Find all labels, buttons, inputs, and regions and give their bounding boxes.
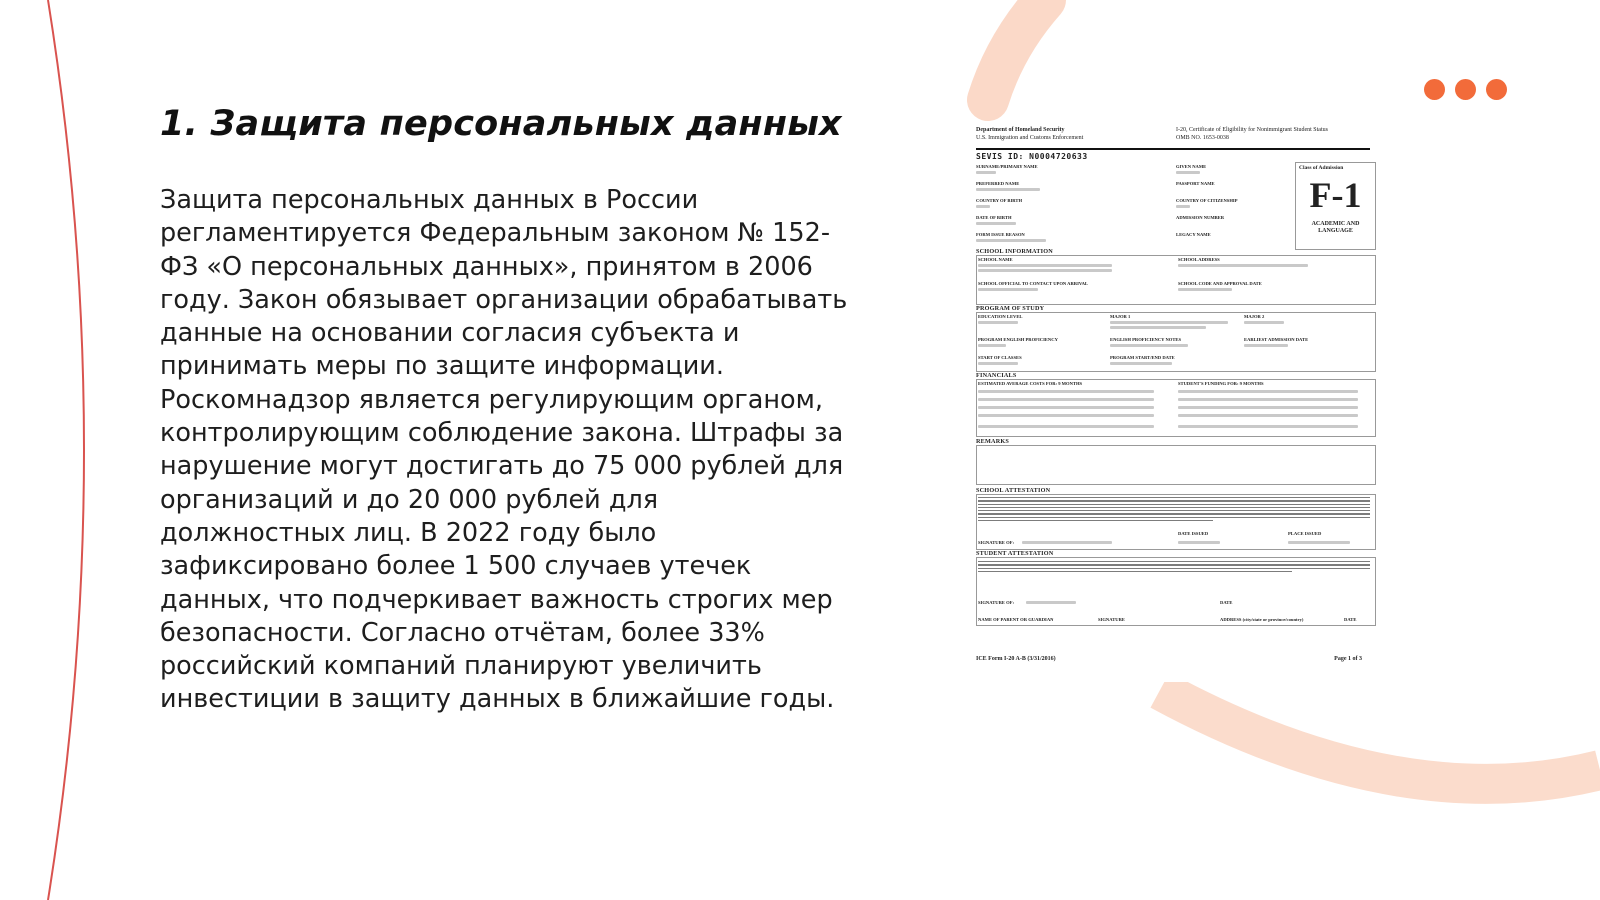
dot-icon: [1486, 79, 1507, 100]
field-passport: PASSPORT NAME: [1176, 181, 1215, 186]
field-dob: DATE OF BIRTH: [976, 215, 1012, 220]
field-student-signature: SIGNATURE OF:: [978, 600, 1015, 605]
school-attestation-title: SCHOOL ATTESTATION: [976, 487, 1051, 494]
field-start-classes: START OF CLASSES: [978, 355, 1022, 360]
dot-icon: [1455, 79, 1476, 100]
field-legacy: LEGACY NAME: [1176, 232, 1211, 237]
field-earliest-admission: EARLIEST ADMISSION DATE: [1244, 337, 1309, 342]
field-school-name: SCHOOL NAME: [978, 257, 1013, 262]
orange-dots-decoration: [1424, 79, 1507, 100]
field-education-level: EDUCATION LEVEL: [978, 314, 1023, 319]
form-doc-title: I-20, Certificate of Eligibility for Nonimmigrant Student Status: [1176, 127, 1328, 133]
field-program-dates: PROGRAM START/END DATE: [1110, 355, 1175, 360]
field-funding: STUDENT'S FUNDING FOR: 9 MONTHS: [1178, 381, 1264, 386]
field-place-issued: PLACE ISSUED: [1288, 531, 1322, 536]
sevis-id: SEVIS ID: N0004720633: [976, 152, 1088, 161]
left-red-arc: [48, 0, 84, 900]
dot-icon: [1424, 79, 1445, 100]
form-footer-right: Page 1 of 3: [1334, 656, 1362, 662]
field-parent-name: NAME OF PARENT OR GUARDIAN: [978, 617, 1054, 622]
field-english-proficiency: PROGRAM ENGLISH PROFICIENCY: [978, 337, 1058, 342]
field-parent-signature: SIGNATURE: [1098, 617, 1125, 622]
field-surname: SURNAME/PRIMARY NAME: [976, 164, 1038, 169]
field-citizenship: COUNTRY OF CITIZENSHIP: [1176, 198, 1238, 203]
form-agency-sub: U.S. Immigration and Customs Enforcement: [976, 135, 1084, 141]
field-student-date: DATE: [1220, 600, 1233, 605]
class-sub: ACADEMIC AND LANGUAGE: [1311, 221, 1360, 234]
class-label: Class of Admission: [1299, 165, 1344, 171]
i20-form-image: [972, 122, 1374, 682]
class-value: F-1: [1309, 175, 1362, 215]
field-preferred: PREFERRED NAME: [976, 181, 1020, 186]
financials-title: FINANCIALS: [976, 372, 1017, 379]
field-parent-date: DATE: [1344, 617, 1357, 622]
top-orange-arc: [988, 0, 1045, 100]
form-agency: Department of Homeland Security: [976, 127, 1065, 133]
slide-body-text: Защита персональных данных в России регламентируется Федеральным законом № 152-ФЗ «О персональных данных», принятом в 2006 году. Закон обязывает организации обрабатывать данные на основании согласия субъекта и принимать меры по защите информации. Роскомнадзор является регулирующим органом, контролирующим соблюдение закона. Штрафы за нарушение могут достигать до 75 000 рублей для организаций и до 20 000 рублей для должностных лиц. В 2022 году было зафиксировано более 1 500 случаев утечек данных, что подчеркивает важность строгих мер безопасности. Согласно отчётам, более 33% российский компаний планируют увеличить инвестиции в защиту данных в ближайшие годы.: [160, 185, 848, 715]
field-school-official: SCHOOL OFFICIAL TO CONTACT UPON ARRIVAL: [978, 281, 1088, 286]
field-english-notes: ENGLISH PROFICIENCY NOTES: [1110, 337, 1182, 342]
field-admission: ADMISSION NUMBER: [1176, 215, 1225, 220]
field-major2: MAJOR 2: [1244, 314, 1265, 319]
slide-title: 1. Защита персональных данных: [160, 104, 842, 144]
student-attestation-title: STUDENT ATTESTATION: [976, 550, 1054, 557]
field-birth-country: COUNTRY OF BIRTH: [976, 198, 1023, 203]
field-major1: MAJOR 1: [1110, 314, 1131, 319]
remarks-title: REMARKS: [976, 438, 1010, 445]
form-omb: OMB NO. 1653-0038: [1176, 135, 1229, 141]
form-header: [976, 126, 1370, 150]
field-school-address: SCHOOL ADDRESS: [1178, 257, 1220, 262]
program-title: PROGRAM OF STUDY: [976, 305, 1045, 312]
field-school-signature: SIGNATURE OF:: [978, 540, 1015, 545]
field-school-code: SCHOOL CODE AND APPROVAL DATE: [1178, 281, 1262, 286]
school-info-title: SCHOOL INFORMATION: [976, 248, 1053, 255]
field-issue-reason: FORM ISSUE REASON: [976, 232, 1025, 237]
field-costs: ESTIMATED AVERAGE COSTS FOR: 9 MONTHS: [978, 381, 1083, 386]
class-of-admission-box: [1295, 162, 1376, 250]
field-given: GIVEN NAME: [1176, 164, 1207, 169]
field-date-issued: DATE ISSUED: [1178, 531, 1209, 536]
field-parent-address: ADDRESS (city/state or province/country): [1220, 617, 1304, 622]
bottom-orange-arc: [1160, 690, 1600, 784]
form-footer-left: ICE Form I-20 A-B (3/31/2016): [976, 656, 1056, 662]
